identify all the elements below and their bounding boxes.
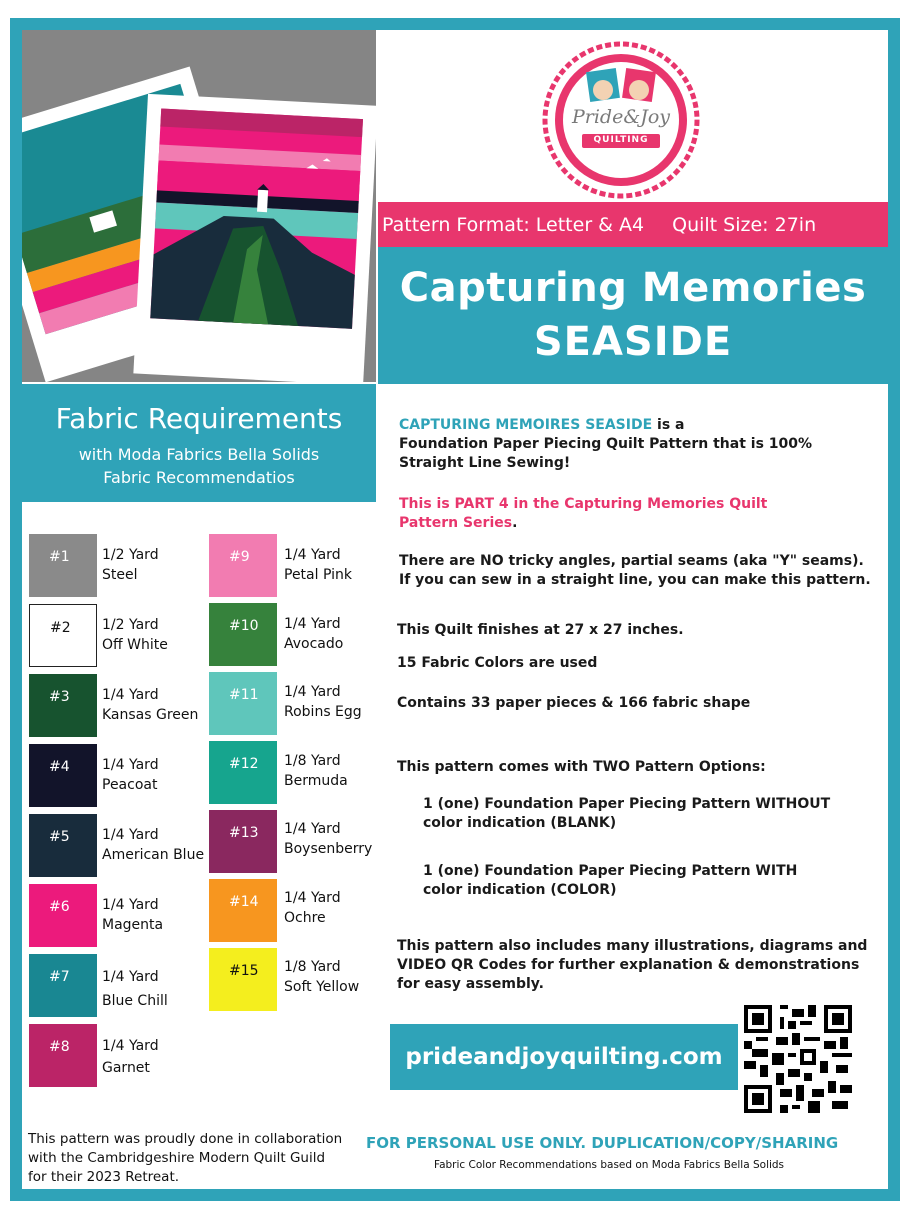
fabric-item-13: 1/4 Yard Boysenberry [284,821,373,857]
fabric-item-5: 1/4 Yard American Blue [102,827,205,863]
fabric-colors-count: 15 Fabric Colors are used [397,655,598,671]
logo-subtext: QUILTING [593,135,649,145]
pattern-name: CAPTURING MEMOIRES SEASIDE [399,417,653,433]
fabric-item-7: 1/4 Yard Blue Chill [102,969,168,1009]
fabric-item-12: 1/8 Yard Bermuda [284,753,348,789]
swatch-2: #2 [29,604,97,667]
swatch-7: #7 [29,954,97,1017]
fabric-item-3: 1/4 Yard Kansas Green [102,687,199,723]
swatch-15: #15 [209,948,277,1011]
fabric-requirements-header [22,384,376,502]
fabric-sub1: with Moda Fabrics Bella Solids [78,445,320,464]
collaboration-note: This pattern was proudly done in collaboration with the Cambridgeshire Modern Quilt Guild for their 2023 Retreat. [28,1131,343,1185]
includes-note: This pattern also includes many illustrations, diagrams and VIDEO QR Codes for further explanation & demonstrations for easy assembly. [397,938,868,992]
fabric-item-8: 1/4 Yard Garnet [102,1038,159,1076]
paper-pieces-count: Contains 33 paper pieces & 166 fabric shape [397,695,751,711]
fabric-item-14: 1/4 Yard Ochre [284,890,341,926]
pattern-options-heading: This pattern comes with TWO Pattern Options: [397,759,766,775]
fabric-item-9: 1/4 Yard Petal Pink [284,547,352,583]
logo-text: Pride&Joy [571,106,671,128]
quilt-size-label: Quilt Size: 27in [672,213,817,236]
page-title: Capturing Memories [399,265,867,311]
swatch-13: #13 [209,810,277,873]
fabric-heading: Fabric Requirements [55,402,343,435]
fabric-item-15: 1/8 Yard Soft Yellow [284,959,360,995]
pattern-info-bar [378,202,888,247]
fabric-item-4: 1/4 Yard Peacoat [102,757,159,793]
swatch-14: #14 [209,879,277,942]
recommendation-note: Fabric Color Recommendations based on Moda Fabrics Bella Solids [434,1159,785,1171]
fabric-item-6: 1/4 Yard Magenta [102,897,164,933]
cover-photo-collage [22,30,376,382]
qr-code-icon[interactable] [744,1005,852,1113]
swatch-4: #4 [29,744,97,807]
website-link[interactable]: prideandjoyquilting.com [390,1024,738,1090]
personal-use-note: FOR PERSONAL USE ONLY. DUPLICATION/COPY/SHARING [366,1134,839,1152]
fabric-item-11: 1/4 Yard Robins Egg [284,684,362,720]
description-intro: CAPTURING MEMOIRES SEASIDE is a Foundation Paper Piecing Quilt Pattern that is 100% Straight Line Sewing! [399,417,813,471]
swatch-8: #8 [29,1024,97,1087]
fabric-item-10: 1/4 Yard Avocado [284,616,344,652]
series-note: This is PART 4 in the Capturing Memories Quilt Pattern Series. [399,496,768,531]
fabric-item-1: 1/2 Yard Steel [102,547,159,583]
swatch-12: #12 [209,741,277,804]
swatch-6: #6 [29,884,97,947]
swatch-9: #9 [209,534,277,597]
finish-size: This Quilt finishes at 27 x 27 inches. [397,622,684,638]
no-tricky-angles: There are NO tricky angles, partial seams (aka "Y" seams). If you can sew in a straight line, you can make this pattern. [399,553,871,588]
swatch-5: #5 [29,814,97,877]
pattern-format-label: Pattern Format: Letter & A4 [382,213,645,236]
fabric-sub2: Fabric Recommendatios [103,468,295,487]
swatch-3: #3 [29,674,97,737]
logo-area [378,30,888,202]
title-block [378,247,888,384]
option-color: 1 (one) Foundation Paper Piecing Pattern WITH color indication (COLOR) [423,863,798,898]
swatch-10: #10 [209,603,277,666]
fabric-item-2: 1/2 Yard Off White [102,617,168,653]
page-subtitle: SEASIDE [533,319,733,365]
swatch-11: #11 [209,672,277,735]
swatch-1: #1 [29,534,97,597]
option-blank: 1 (one) Foundation Paper Piecing Pattern WITHOUT color indication (BLANK) [423,796,831,831]
polaroid-illustration [22,30,376,382]
